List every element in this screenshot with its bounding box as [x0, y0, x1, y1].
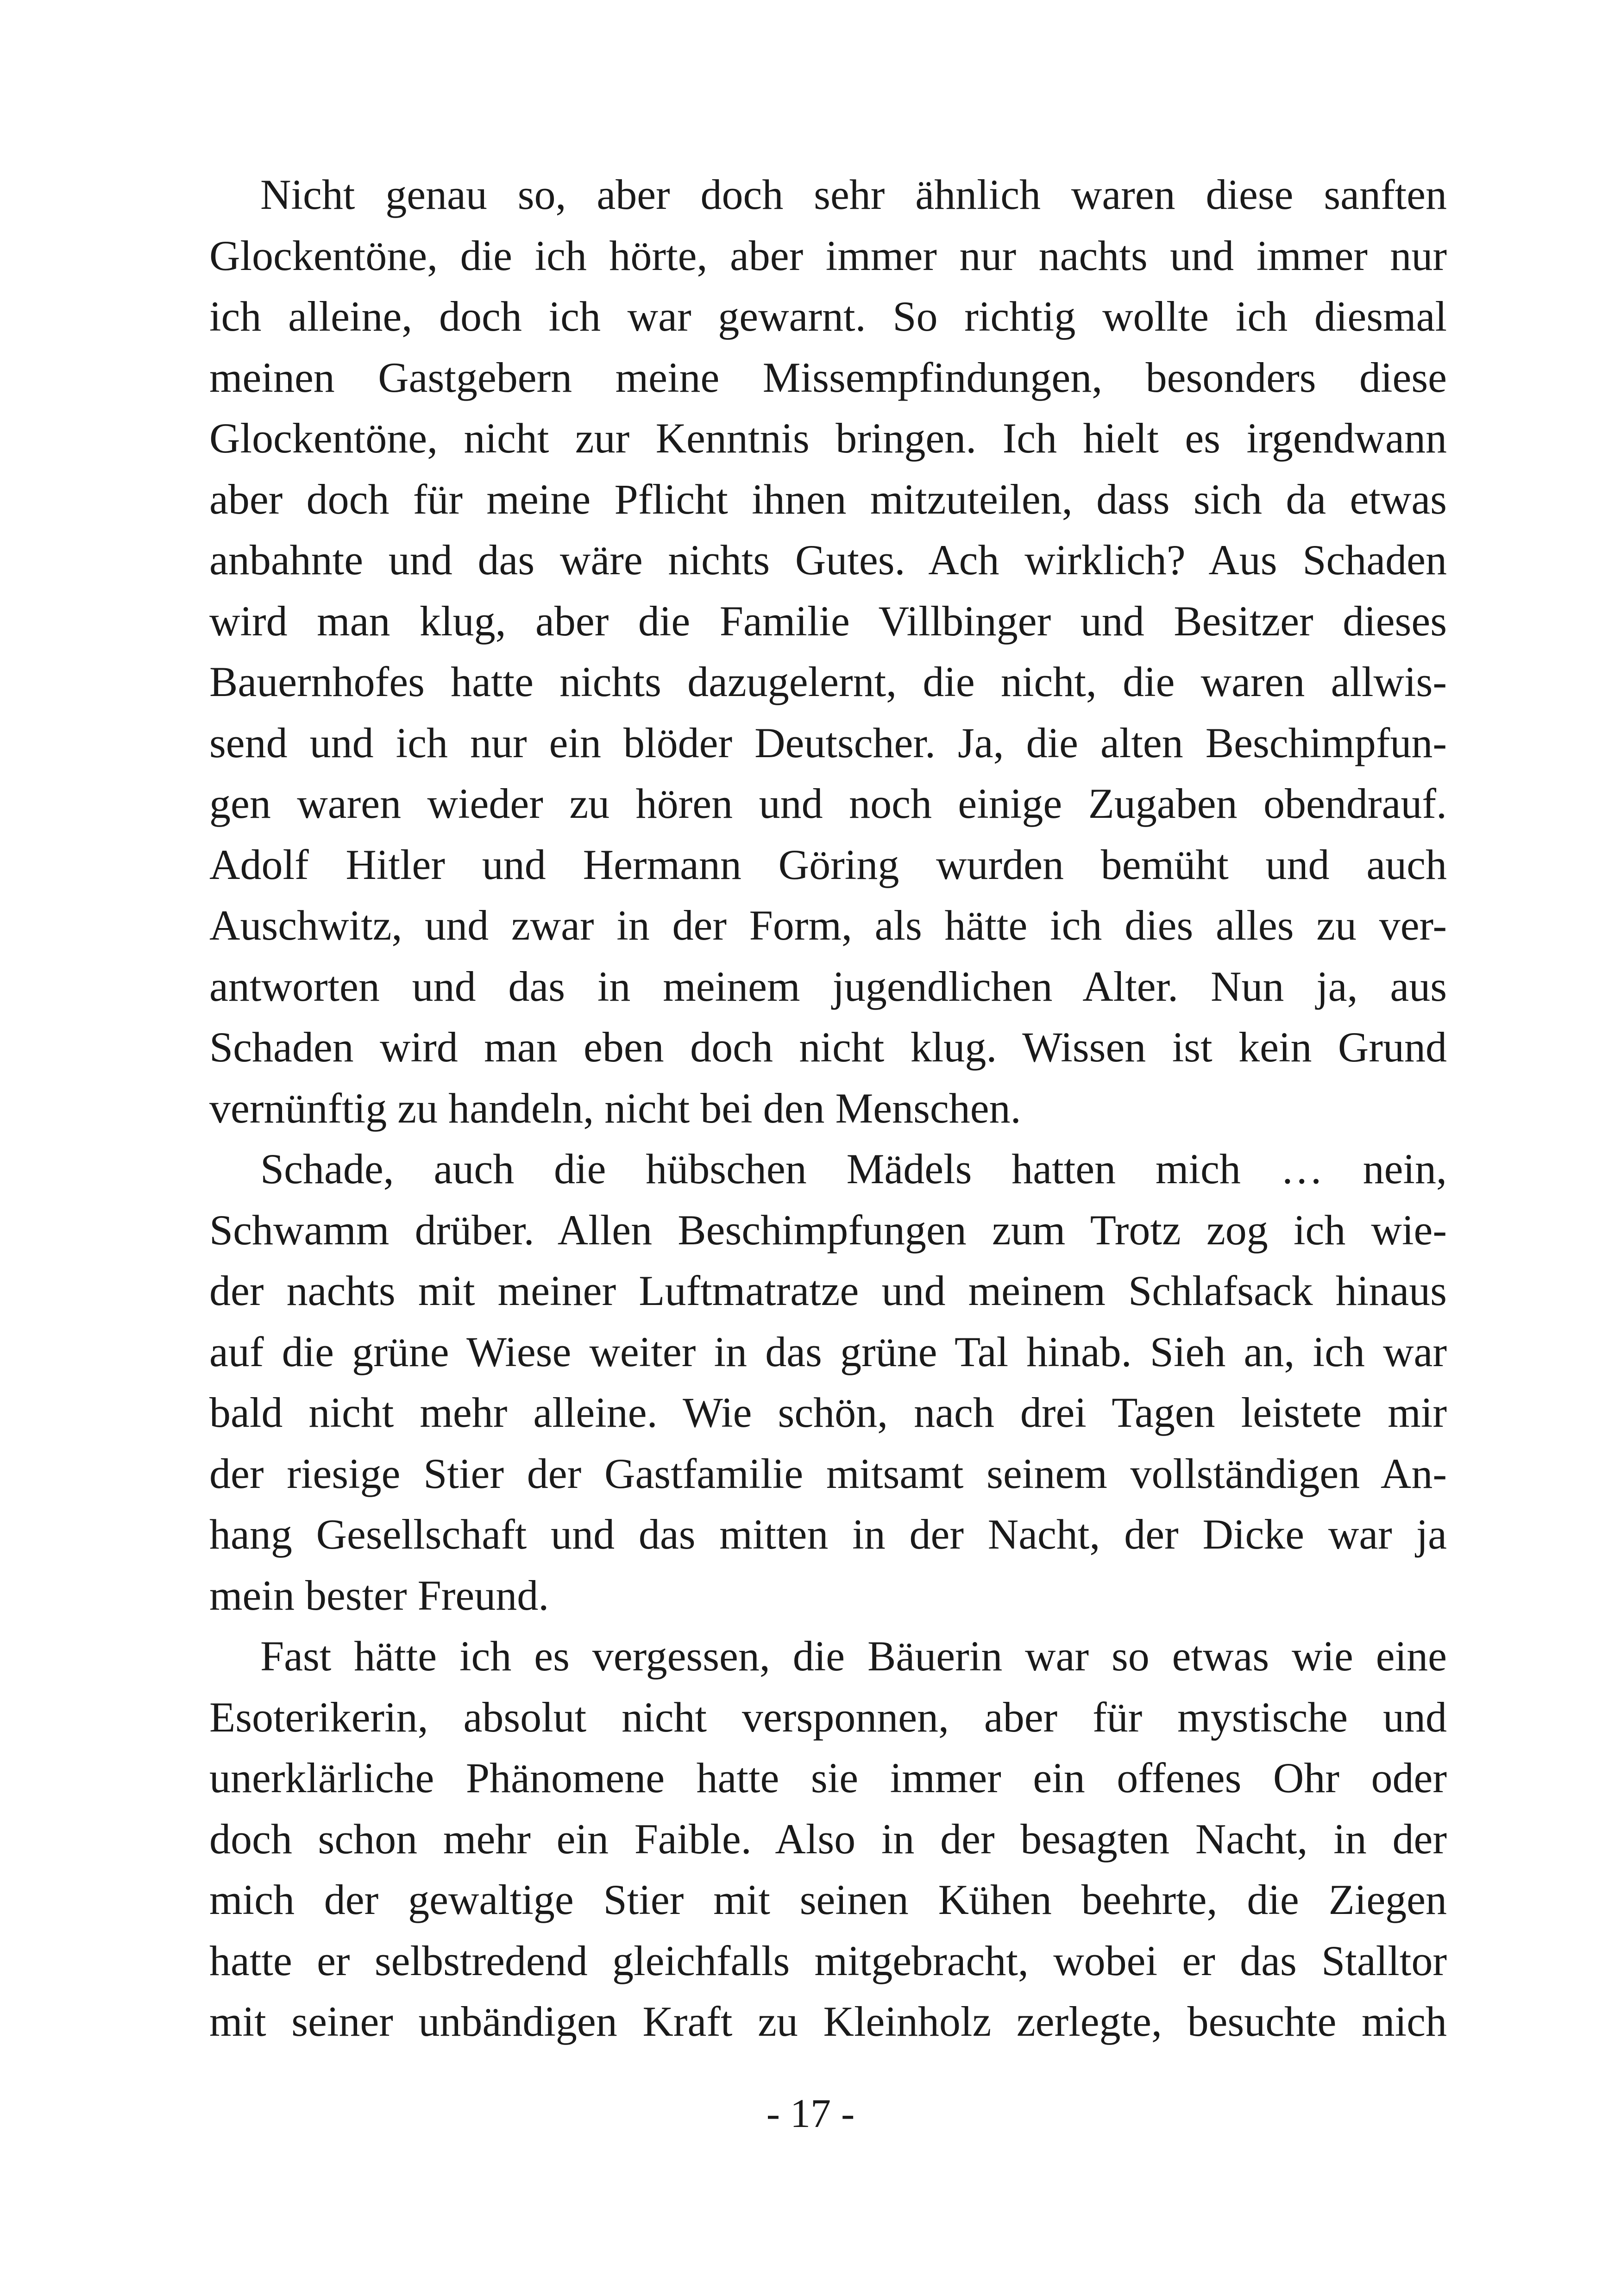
text-line: aber doch für meine Pflicht ihnen mitzuteilen, dass sich da etwas — [209, 475, 1447, 523]
text-line: der riesige Stier der Gastfamilie mitsamt seinem vollständigen An- — [209, 1449, 1447, 1497]
text-line: meinen Gastgebern meine Missempfindungen, besonders diese — [209, 353, 1447, 401]
text-line: hang Gesellschaft und das mitten in der Nacht, der Dicke war ja — [209, 1511, 1447, 1558]
text-line: send und ich nur ein blöder Deutscher. Ja, die alten Beschimpfun- — [209, 719, 1447, 766]
text-line: Esoterikerin, absolut nicht versponnen, aber für mystische und — [209, 1693, 1447, 1741]
text-line: ich alleine, doch ich war gewarnt. So richtig wollte ich diesmal — [209, 293, 1447, 340]
paragraph — [209, 1139, 1447, 1626]
text-line: der nachts mit meiner Luftmatratze und meinem Schlafsack hinaus — [209, 1267, 1447, 1314]
page-number: - 17 - — [766, 2091, 855, 2136]
text-line: mich der gewaltige Stier mit seinen Kühen beehrte, die Ziegen — [209, 1876, 1447, 1923]
text-line: Schaden wird man eben doch nicht klug. Wissen ist kein Grund — [209, 1023, 1447, 1071]
text-line: bald nicht mehr alleine. Wie schön, nach drei Tagen leistete mir — [209, 1389, 1447, 1436]
text-line: Adolf Hitler und Hermann Göring wurden bemüht und auch — [209, 841, 1447, 888]
text-line: mein bester Freund. — [209, 1571, 549, 1619]
text-line: antworten und das in meinem jugendlichen Alter. Nun ja, aus — [209, 962, 1447, 1010]
text-line: vernünftig zu handeln, nicht bei den Menschen. — [209, 1084, 1021, 1132]
text-line: mit seiner unbändigen Kraft zu Kleinholz zerlegte, besuchte mich — [209, 1998, 1447, 2045]
paragraph — [209, 164, 1447, 1139]
text-line: Auschwitz, und zwar in der Form, als hätte ich dies alles zu ver- — [209, 902, 1447, 949]
text-line: Glockentöne, nicht zur Kenntnis bringen. Ich hielt es irgendwann — [209, 414, 1447, 462]
text-line: doch schon mehr ein Faible. Also in der besagten Nacht, in der — [209, 1815, 1447, 1863]
text-line: wird man klug, aber die Familie Villbinger und Besitzer dieses — [209, 597, 1447, 645]
text-line: gen waren wieder zu hören und noch einige Zugaben obendrauf. — [209, 780, 1447, 827]
text-line: auf die grüne Wiese weiter in das grüne Tal hinab. Sieh an, ich war — [209, 1328, 1447, 1375]
paragraph — [209, 1626, 1447, 2052]
text-line: Schade, auch die hübschen Mädels hatten mich … nein, — [260, 1145, 1447, 1192]
text-line: anbahnte und das wäre nichts Gutes. Ach wirklich? Aus Schaden — [209, 536, 1447, 583]
text-line: Fast hätte ich es vergessen, die Bäuerin war so etwas wie eine — [260, 1632, 1447, 1680]
text-line: hatte er selbstredend gleichfalls mitgebracht, wobei er das Stalltor — [209, 1937, 1447, 1984]
text-line: unerklärliche Phänomene hatte sie immer ein offenes Ohr oder — [209, 1754, 1447, 1801]
text-line: Nicht genau so, aber doch sehr ähnlich waren diese sanften — [260, 171, 1447, 218]
text-line: Bauernhofes hatte nichts dazugelernt, die nicht, die waren allwis- — [209, 658, 1447, 705]
text-line: Glockentöne, die ich hörte, aber immer nur nachts und immer nur — [209, 232, 1447, 279]
text-line: Schwamm drüber. Allen Beschimpfungen zum Trotz zog ich wie- — [209, 1206, 1447, 1254]
body-text — [209, 164, 1447, 2052]
